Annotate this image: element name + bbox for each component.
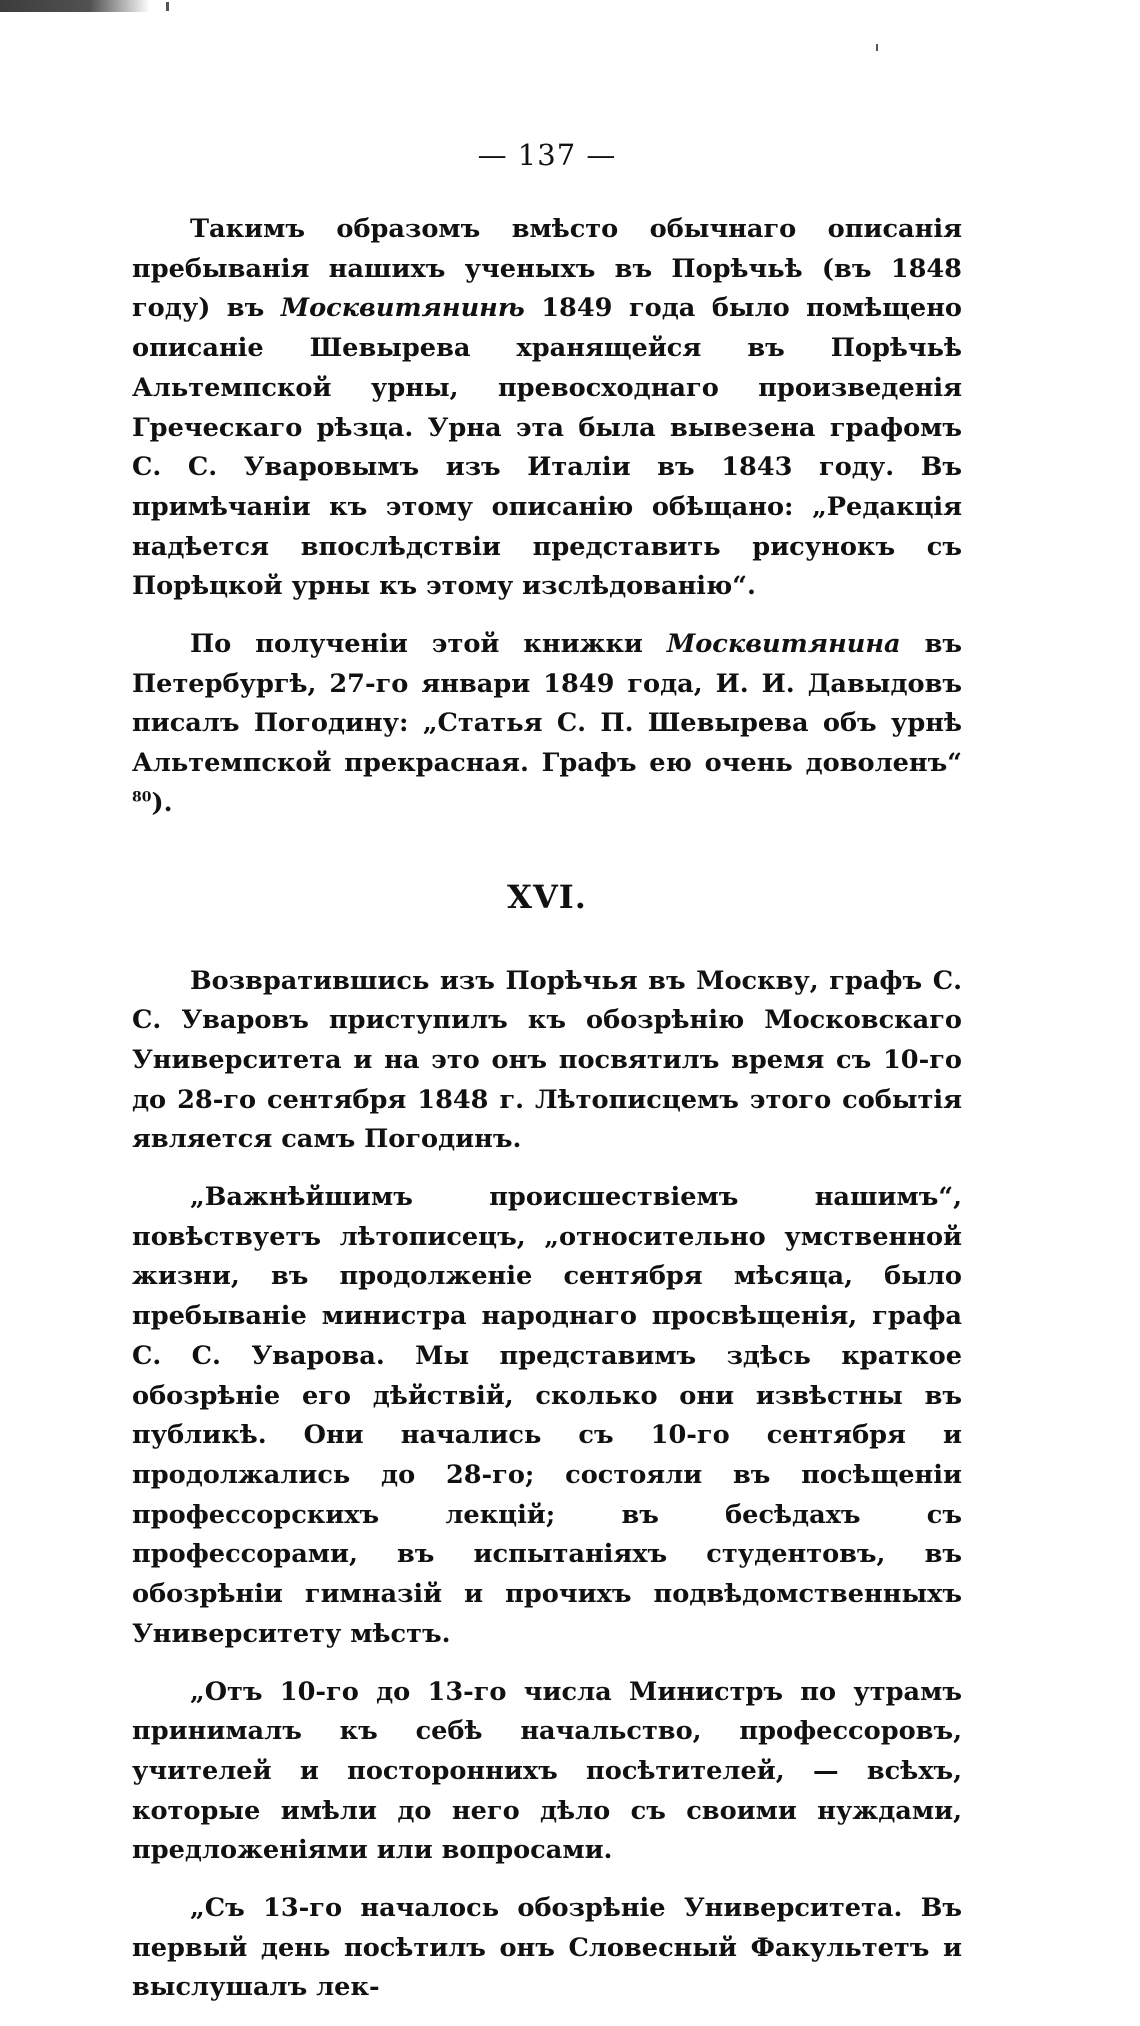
paragraph-text: ).: [151, 787, 173, 818]
page-number: — 137 —: [477, 138, 617, 172]
scan-edge-mark: [0, 0, 150, 12]
scan-speck: [166, 2, 169, 11]
journal-title: Москвитянинѣ: [280, 293, 525, 324]
section-heading: XVI.: [507, 877, 587, 916]
paragraph-text: По полученіи этой книжки: [190, 629, 667, 660]
paragraph-davydov-letter: [132, 625, 962, 824]
paragraph-text: Такимъ образомъ вмѣсто обычнаго описанія пребыванія нашихъ ученыхъ въ Порѣчьѣ (въ 1848 году) въ: [132, 214, 962, 324]
paragraph-text: въ Петербургѣ, 27-го январи 1849 года, И. И. Давыдовъ писалъ Погодину: „Статья С. П. Шевырева объ урнѣ Альтемпской прекрасная. Графъ ею очень доволенъ“: [132, 629, 963, 779]
paragraph-faculty-visit: „Съ 13-го началось обозрѣніе Университета. Въ первый день посѣтилъ онъ Словесный Факультетъ и выслушалъ лек-: [132, 1893, 962, 2003]
paragraph-urn-description: [132, 210, 962, 607]
paragraph-text: 1849 года было помѣщено описаніе Шевырева хранящейся въ Порѣчьѣ Альтемпской урны, превосходнаго произведенія Греческаго рѣзца. Урна эта была вывезена графомъ С. С. Уваровымъ изъ Италіи въ 1843 году. Въ примѣчаніи къ этому описанію обѣщано: „Редакція надѣется впослѣдствіи представить рисунокъ съ Порѣцкой урны къ этому изслѣдованію“.: [132, 293, 962, 602]
scan-speck: [876, 44, 878, 51]
paragraph-minister-reception: „Отъ 10-го до 13-го числа Министръ по утрамъ принималъ къ себѣ начальство, профессоровъ, учителей и постороннихъ посѣтителей, — всѣхъ, которые имѣли до него дѣло съ своими нуждами, предложеніями или вопросами.: [132, 1676, 962, 1866]
footnote-ref: 80: [132, 789, 152, 806]
paragraph-chronicler-quote: „Важнѣйшимъ происшествіемъ нашимъ“, повѣствуетъ лѣтописецъ, „относительно умственной жизни, въ продолженіе сентября мѣсяца, было пребываніе министра народнаго просвѣщенія, графа С. С. Уварова. Мы представимъ здѣсь краткое обозрѣніе его дѣйствій, сколько они извѣстны въ публикѣ. Они начались съ 10-го сентября и продолжались до 28-го; состояли въ посѣщеніи профессорскихъ лекцій; въ бесѣдахъ съ профессорами, въ испытаніяхъ студентовъ, въ обозрѣніи гимназій и прочихъ подвѣдомственныхъ Университету мѣстъ.: [132, 1182, 962, 1649]
paragraph-university-review: Возвратившись изъ Порѣчья въ Москву, графъ С. С. Уваровъ приступилъ къ обозрѣнію Московскаго Университета и на это онъ посвятилъ время съ 10-го до 28-го сентября 1848 г. Лѣтописцемъ этого событія является самъ Погодинъ.: [132, 965, 962, 1155]
book-page: [132, 138, 962, 2026]
journal-title: Москвитянина: [666, 629, 901, 660]
